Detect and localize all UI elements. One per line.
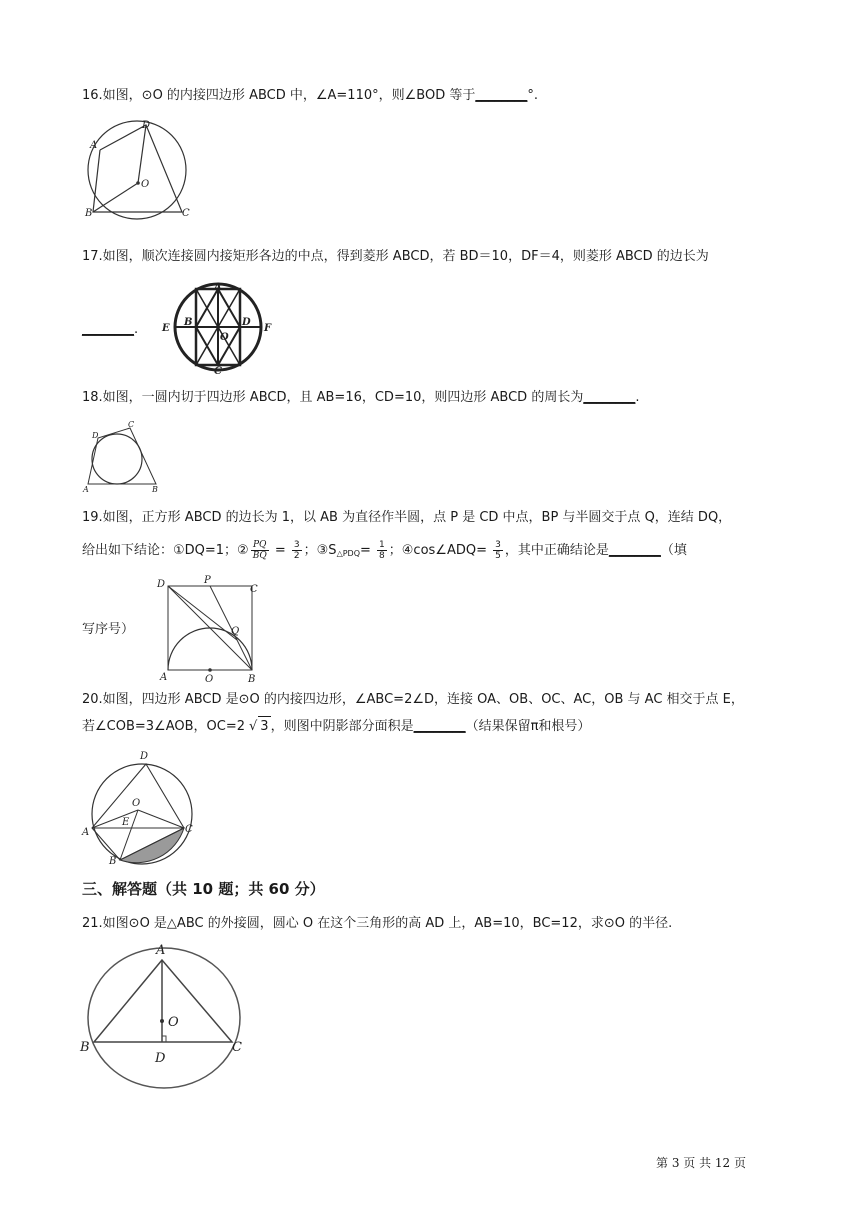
figure-16 xyxy=(80,116,200,224)
fraction-3-5: $\frac{3}{5}$ xyxy=(495,540,501,561)
q17-text: 17.如图，顺次连接圆内接矩形各边的中点，得到菱形 ABCD，若 BD＝10，DF＝4，则菱形 ABCD 的边长为 xyxy=(82,249,709,264)
f21-label-D: D xyxy=(155,1051,166,1066)
q18-blank: ________ xyxy=(583,390,636,405)
page-footer: 第 3 页 共 12 页 xyxy=(656,1156,746,1170)
q19-line3: 写序号） xyxy=(82,622,135,637)
f18-label-C: C xyxy=(128,420,135,429)
q19-conclusions: 给出如下结论：①DQ=1；② $\frac{PQ}{BQ}$ = $\frac{3}{2}$ ；$③S_{\triangle PDQ}=$ $\frac{1}{8}$ ；④cos∠ADQ= $\frac{3}{5}$ ，其中正确结论是________（填 xyxy=(82,540,687,561)
q17-blank: ________ xyxy=(82,322,134,337)
f18-label-B: B xyxy=(152,485,158,494)
f21-label-C: C xyxy=(232,1040,242,1055)
fraction-3-2: $\frac{3}{2}$ xyxy=(293,540,300,561)
f20-label-O: O xyxy=(132,798,141,809)
f16-label-B: B xyxy=(85,208,93,219)
f19-label-C: C xyxy=(250,584,258,595)
figure-21 xyxy=(78,938,256,1096)
q21-text: 21.如图⊙O 是△ABC 的外接圆，圆心 O 在这个三角形的高 AD 上，AB=10，BC=12，求⊙O 的半径. xyxy=(82,916,673,931)
question-16: 16.如图，⊙O 的内接四边形 ABCD 中，∠A=110°，则∠BOD 等于________°. xyxy=(82,88,538,103)
fraction-1-8: $\frac{1}{8}$ xyxy=(379,540,385,561)
f16-label-A: A xyxy=(90,140,98,151)
f16-label-O: O xyxy=(141,179,150,190)
f21-label-O: O xyxy=(168,1015,179,1030)
f19-label-B: B xyxy=(248,674,256,684)
question-17 xyxy=(82,247,709,267)
q19-blank: ________ xyxy=(608,543,661,558)
f21-label-A: A xyxy=(156,943,166,958)
q20-line1: 20.如图，四边形 ABCD 是⊙O 的内接四边形，∠ABC=2∠D，连接 OA、OB、OC、AC，OB 与 AC 相交于点 E， xyxy=(82,692,744,707)
f19-label-P: P xyxy=(204,575,211,586)
f19-label-O: O xyxy=(205,674,214,684)
f17-label-C: C xyxy=(214,366,222,374)
f21-label-B: B xyxy=(80,1040,90,1055)
figure-18 xyxy=(80,418,170,494)
f17-label-O: O xyxy=(220,332,229,343)
q18-text: 18.如图，一圆内切于四边形 ABCD，且 AB=16，CD=10，则四边形 ABCD 的周长为 xyxy=(82,390,584,405)
figure-20 xyxy=(80,744,200,866)
f18-label-A: A xyxy=(83,485,89,494)
sqrt-radicand: 3 xyxy=(258,716,270,737)
f19-label-D: D xyxy=(157,579,166,590)
question-21 xyxy=(82,914,672,934)
f17-label-F: F xyxy=(264,323,272,334)
question-18: 18.如图，一圆内切于四边形 ABCD，且 AB=16，CD=10，则四边形 ABCD 的周长为________. xyxy=(82,390,640,405)
f20-label-E: E xyxy=(122,817,130,828)
section-3-heading: 三、解答题（共 10 题；共 60 分） xyxy=(82,880,325,898)
q19-line1: 19.如图，正方形 ABCD 的边长为 1，以 AB 为直径作半圆，点 P 是 CD 中点，BP 与半圆交于点 Q，连结 DQ， xyxy=(82,510,732,525)
f17-label-E: E xyxy=(162,323,170,334)
f16-label-D: D xyxy=(142,120,151,131)
q20-blank: ________ xyxy=(413,719,466,734)
question-20 xyxy=(82,690,744,710)
f20-label-D: D xyxy=(140,751,149,762)
f16-label-C: C xyxy=(182,208,190,219)
fraction-pq-bq: $\frac{PQ}{BQ}$ xyxy=(252,540,267,561)
f20-label-C: C xyxy=(185,824,193,835)
q16-blank: ________ xyxy=(475,88,528,103)
f19-label-A: A xyxy=(160,672,168,683)
f20-label-B: B xyxy=(109,856,117,866)
figure-17 xyxy=(158,280,278,374)
f20-label-A: A xyxy=(82,827,90,838)
f19-label-Q: Q xyxy=(231,626,240,637)
f18-label-D: D xyxy=(92,431,99,440)
f17-label-D: D xyxy=(242,317,251,328)
question-19 xyxy=(82,508,731,528)
f17-label-A: A xyxy=(214,282,222,293)
figure-19 xyxy=(152,572,264,684)
q16-text: 16.如图，⊙O 的内接四边形 ABCD 中，∠A=110°，则∠BOD 等于 xyxy=(82,88,476,103)
f17-label-B: B xyxy=(184,317,193,328)
